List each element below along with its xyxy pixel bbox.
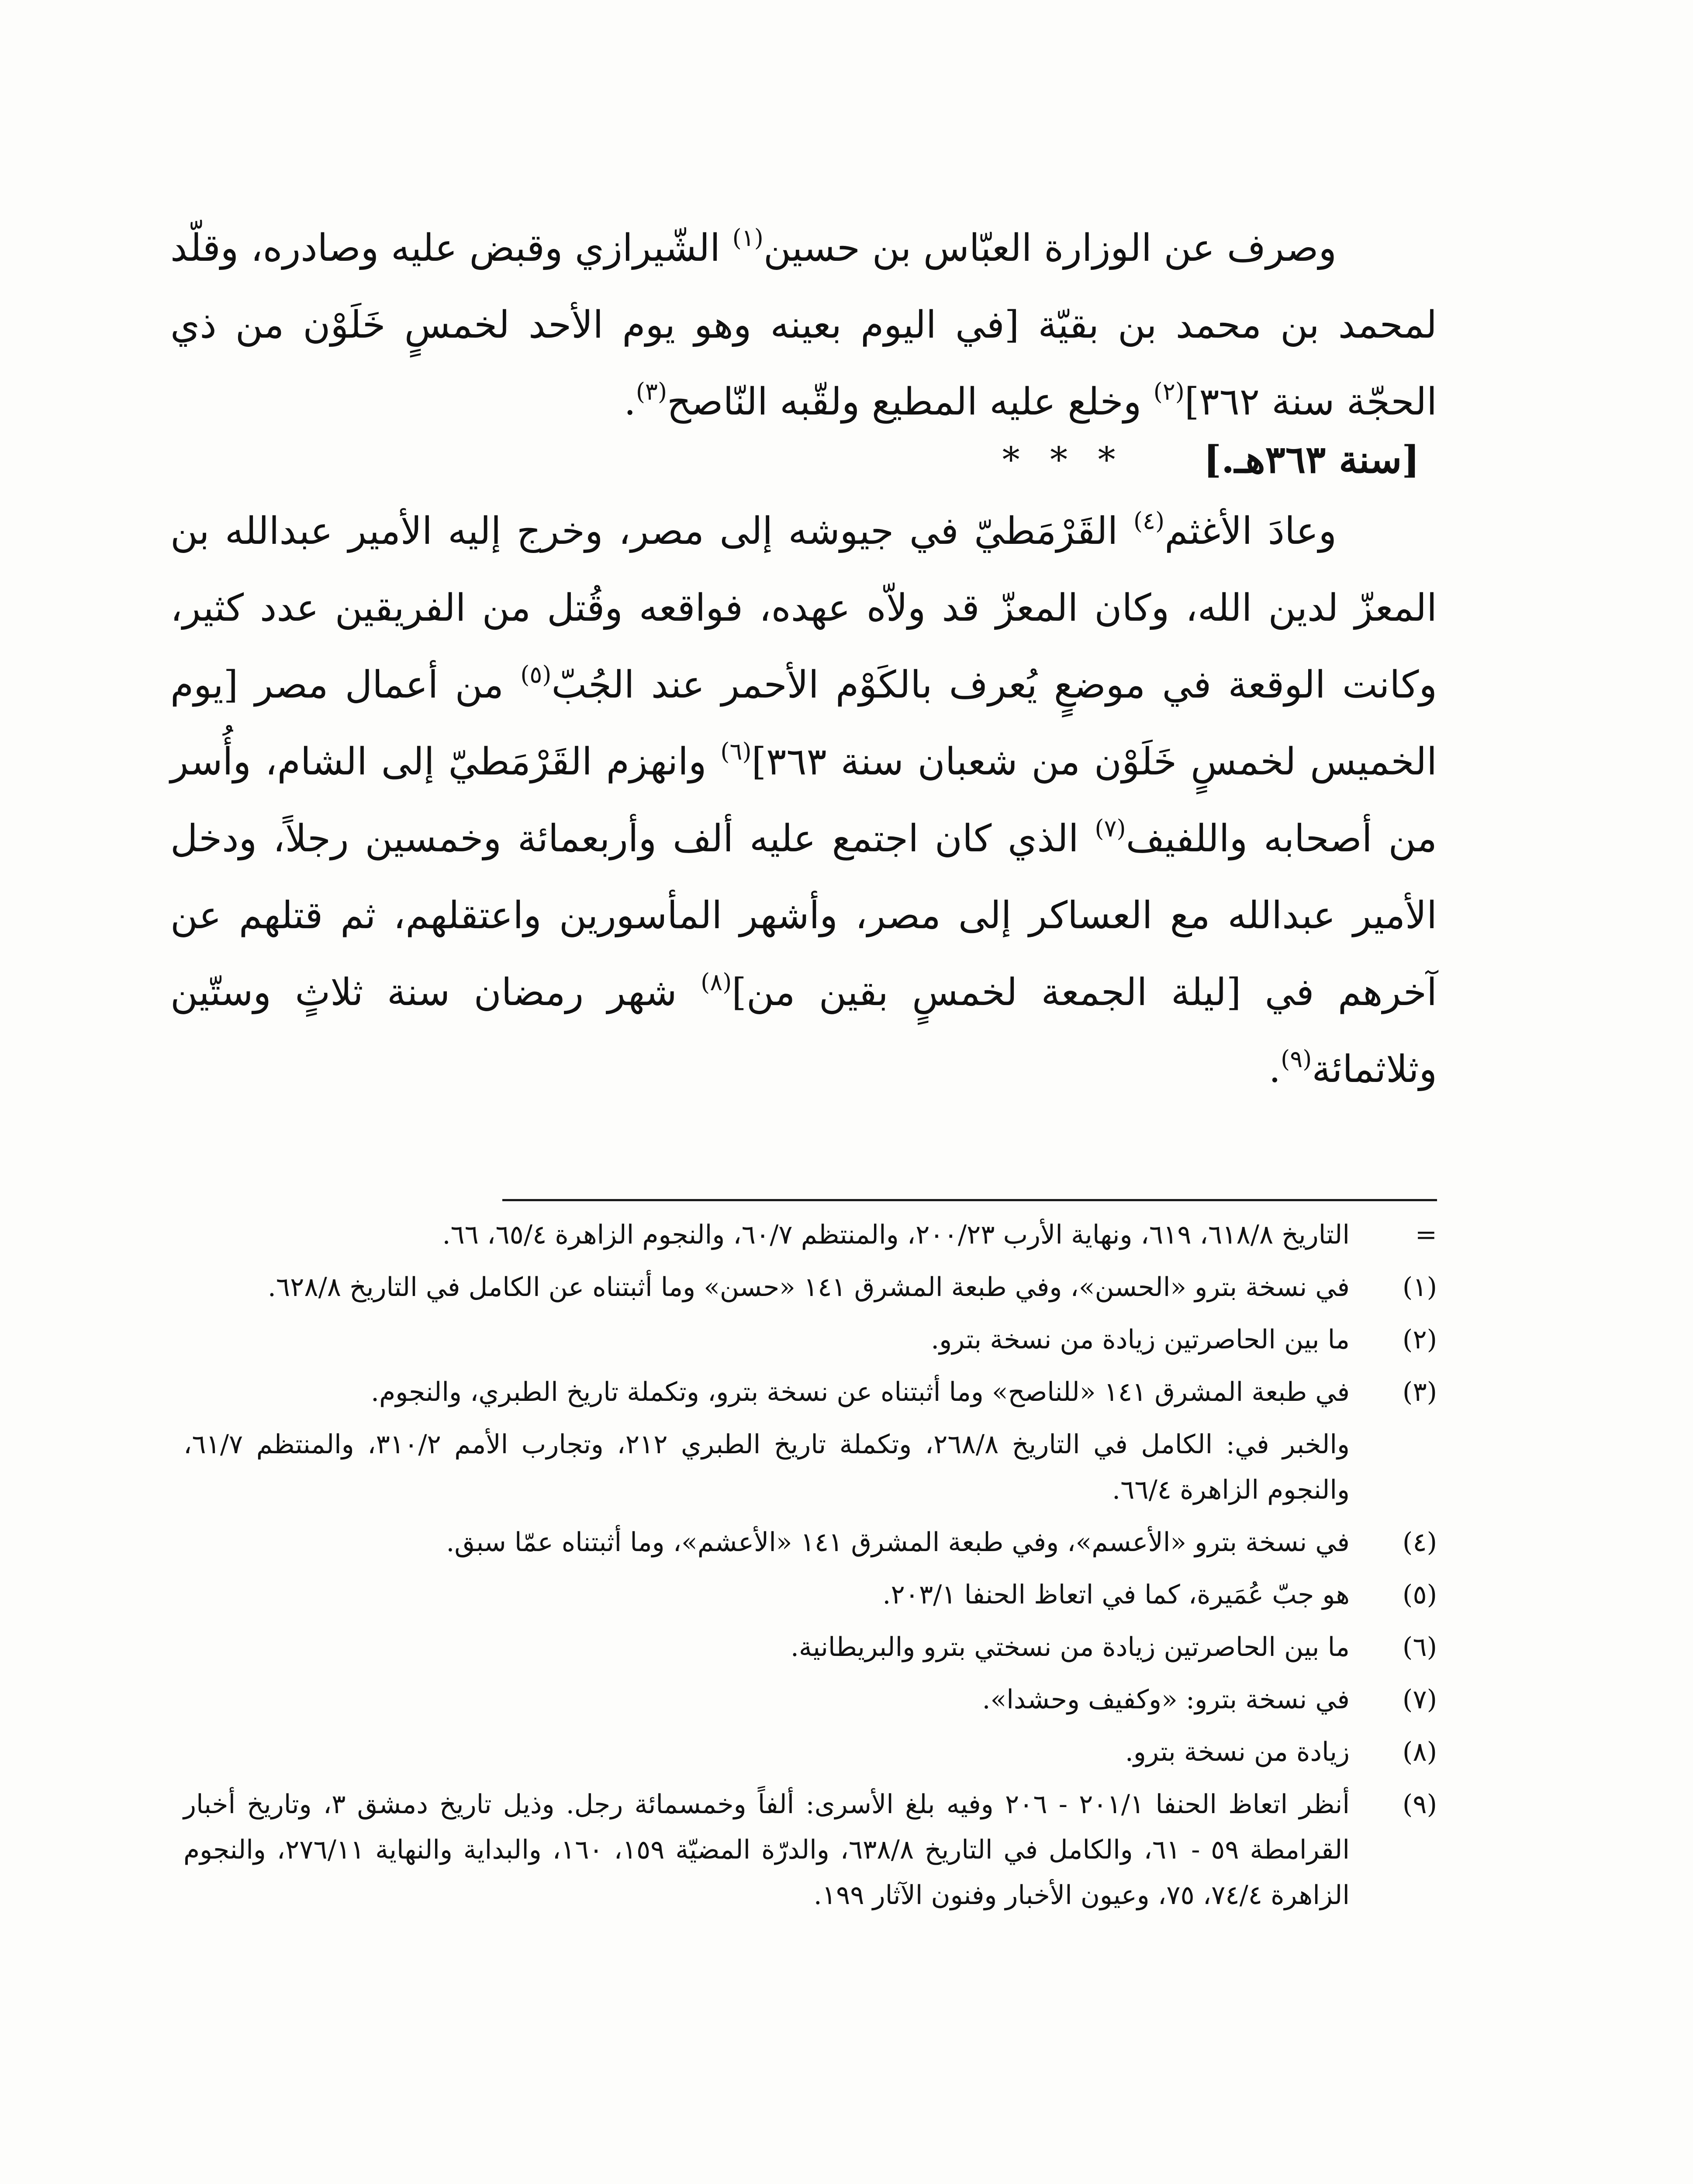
footnote-text: في طبعة المشرق ١٤١ «للناصح» وما أثبتناه عن نسخة بترو، وتكملة تاريخ الطبري، والنجوم. xyxy=(371,1377,1350,1407)
footnote-text: زيادة من نسخة بترو. xyxy=(1125,1737,1350,1767)
footnote-text: ما بين الحاصرتين زيادة من نسخة بترو. xyxy=(931,1324,1350,1355)
footnote-number: (٩) xyxy=(1402,1789,1437,1820)
footnote-6 xyxy=(183,1624,1437,1670)
footnote-text: في نسخة بترو «الأعسم»، وفي طبعة المشرق ١٤١ «الأعشم»، وما أثبتناه عمّا سبق. xyxy=(446,1527,1350,1558)
footnote-text: في نسخة بترو «الحسن»، وفي طبعة المشرق ١٤١ «حسن» وما أثبتناه عن الكامل في التاريخ ٦٢٨/٨. xyxy=(267,1272,1350,1303)
footnote-number: (٢) xyxy=(1402,1324,1437,1355)
footnote-2 xyxy=(183,1317,1437,1362)
text-run: شهر رمضان سنة ثلاثٍ وستّين وثلاثمائة xyxy=(170,971,1437,1091)
footnote-ref-2: (٢) xyxy=(1153,378,1185,405)
paragraph-2 xyxy=(170,493,1437,1108)
footnote-ref-5: (٥) xyxy=(520,661,552,688)
footnote-ref-9: (٩) xyxy=(1281,1045,1312,1073)
text-run: وعادَ الأغثم xyxy=(1164,509,1337,553)
continuation-mark: = xyxy=(1415,1220,1437,1250)
footnote-number: (٣) xyxy=(1402,1377,1437,1407)
footnote-ref-4: (٤) xyxy=(1133,507,1165,535)
text-run: . xyxy=(624,380,636,424)
footnote-number: (٤) xyxy=(1402,1527,1437,1558)
footnote-ref-7: (٧) xyxy=(1095,815,1126,842)
footnote-7 xyxy=(183,1677,1437,1722)
footnote-5 xyxy=(183,1572,1437,1617)
footnote-ref-6: (٦) xyxy=(720,738,752,765)
footnote-3 xyxy=(183,1369,1437,1415)
section-stars: * * * xyxy=(1002,439,1125,480)
footnote-3-continuation: والخبر في: الكامل في التاريخ ٢٦٨/٨، وتكملة تاريخ الطبري ٢١٢، وتجارب الأمم ٣١٠/٢، والمنتظم ٦١/٧، والنجوم الزاهرة ٦٦/٤. xyxy=(183,1429,1350,1505)
footnotes-block xyxy=(183,1212,1437,1925)
footnote-number: (١) xyxy=(1402,1272,1437,1303)
footnote-ref-1: (١) xyxy=(732,224,764,252)
footnote-text: التاريخ ٦١٨/٨، ٦١٩، ونهاية الأرب ٢٠٠/٢٣، والمنتظم ٦٠/٧، والنجوم الزاهرة ٦٥/٤، ٦٦. xyxy=(442,1220,1350,1250)
footnote-divider xyxy=(502,1199,1437,1201)
footnote-number: (٧) xyxy=(1402,1684,1437,1715)
text-run: الذي كان اجتمع عليه ألف وأربعمائة وخمسين رجلاً، ودخل الأمير عبدالله مع العساكر إلى مصر، وأشهر المأسورين واعتقلهم، ثم قتلهم عن آخرهم في [ليلة الجمعة لخمسٍ بقين من] xyxy=(170,817,1437,1014)
text-run: وانهزم القَرْمَطيّ إلى الشام، وأُسر من أصحابه واللفيف xyxy=(170,740,1437,860)
main-text-block xyxy=(170,210,1437,1108)
footnote-text: في نسخة بترو: «وكفيف وحشدا». xyxy=(982,1684,1350,1715)
footnote-1 xyxy=(183,1265,1437,1310)
year-heading: [سنة ٣٦٣هـ.] xyxy=(1203,438,1420,482)
footnote-text: هو جبّ عُمَيرة، كما في اتعاظ الحنفا ٢٠٣/١. xyxy=(882,1579,1350,1610)
footnote-ref-8: (٨) xyxy=(701,968,732,996)
paragraph-1 xyxy=(170,210,1437,440)
text-run: وخلع عليه المطيع ولقّبه النّاصح xyxy=(667,380,1154,424)
footnote-ref-3: (٣) xyxy=(636,378,667,405)
text-run: القَرْمَطيّ في جيوشه إلى مصر، وخرج إليه الأمير عبدالله بن المعزّ لدين الله، وكان المعزّ قد ولاّه عهده، فواقعه وقُتل من الفريقين عدد كثير، وكانت الوقعة في موضعٍ يُعرف بالكَوْم الأحمر عند الجُبّ xyxy=(170,509,1437,707)
footnote-number: (٨) xyxy=(1402,1737,1437,1767)
text-run: وصرف عن الوزارة العبّاس بن حسين xyxy=(763,226,1337,270)
text-run: من أعمال مصر [يوم الخميس لخمسٍ خَلَوْن من شعبان سنة ٣٦٣] xyxy=(170,663,1437,784)
text-run: . xyxy=(1268,1047,1281,1091)
footnote-4 xyxy=(183,1520,1437,1565)
footnote-text: ما بين الحاصرتين زيادة من نسختي بترو والبريطانية. xyxy=(790,1632,1350,1662)
footnote-continuation xyxy=(183,1212,1437,1258)
footnote-number: (٦) xyxy=(1402,1632,1437,1662)
footnote-9 xyxy=(183,1782,1437,1918)
footnote-number: (٥) xyxy=(1402,1579,1437,1610)
footnote-8 xyxy=(183,1729,1437,1775)
footnote-text: أنظر اتعاظ الحنفا ٢٠١/١ - ٢٠٦ وفيه بلغ الأسرى: ألفاً وخمسمائة رجل. وذيل تاريخ دمشق ٣، وتاريخ أخبار القرامطة ٥٩ - ٦١، والكامل في التاريخ ٦٣٨/٨، والدرّة المضيّة ١٥٩، ١٦٠، والبداية والنهاية ٢٧٦/١١، والنجوم الزاهرة ٧٤/٤، ٧٥، وعيون الأخبار وفنون الآثار ١٩٩. xyxy=(183,1789,1350,1911)
text-run: الشّيرازي وقبض عليه وصادره، وقلّد لمحمد بن محمد بن بقيّة [في اليوم بعينه وهو يوم الأحد لخمسٍ خَلَوْن من ذي الحجّة سنة ٣٦٢] xyxy=(170,226,1437,424)
